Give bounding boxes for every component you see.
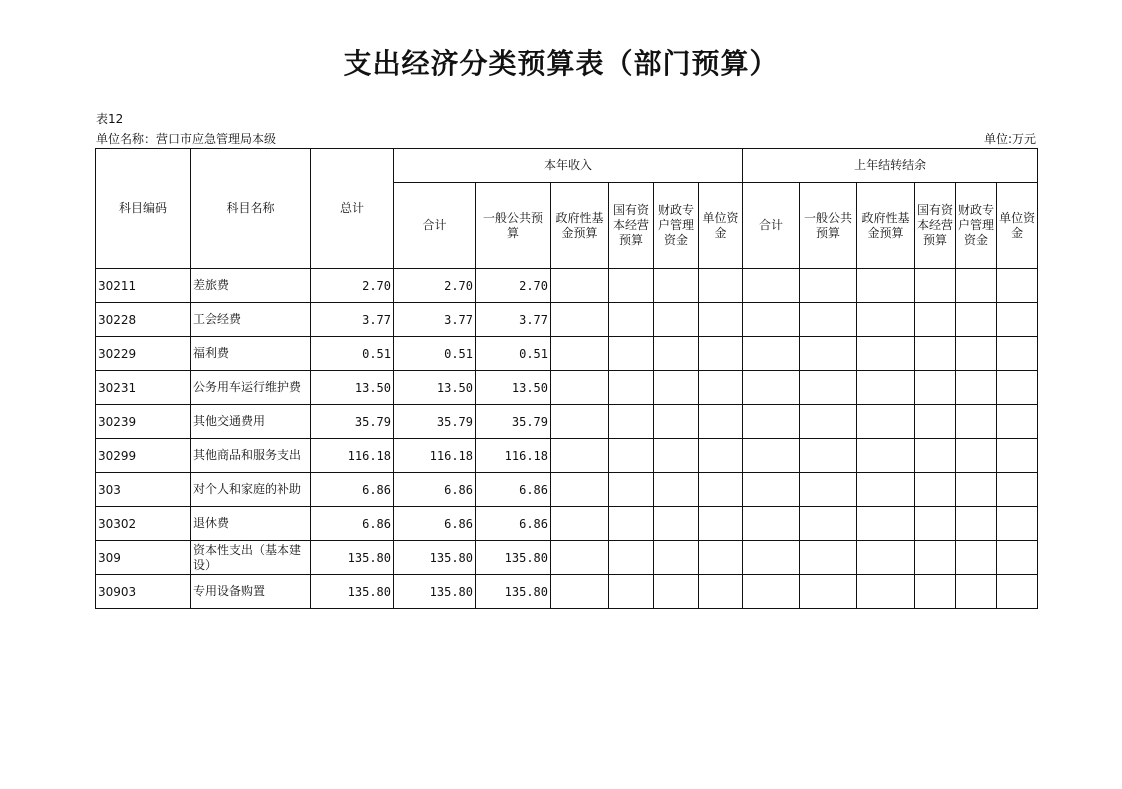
unit-name: 单位名称：营口市应急管理局本级	[96, 132, 277, 146]
cell-name: 专用设备购置	[191, 575, 311, 609]
cell-empty	[956, 507, 997, 541]
cell-empty	[956, 303, 997, 337]
header-current-col-4: 财政专户管理资金	[654, 183, 699, 269]
cell-total: 2.70	[311, 269, 394, 303]
cell-current-subtotal: 0.51	[394, 337, 476, 371]
cell-total: 135.80	[311, 541, 394, 575]
cell-current-general: 2.70	[476, 269, 551, 303]
cell-empty	[609, 507, 654, 541]
cell-code: 30211	[96, 269, 191, 303]
cell-current-general: 116.18	[476, 439, 551, 473]
cell-code: 309	[96, 541, 191, 575]
cell-empty	[699, 575, 743, 609]
cell-empty	[609, 473, 654, 507]
cell-empty	[743, 337, 800, 371]
cell-empty	[699, 269, 743, 303]
cell-empty	[800, 507, 857, 541]
header-carry-col-1: 一般公共预算	[800, 183, 857, 269]
cell-current-general: 6.86	[476, 473, 551, 507]
header-current-col-3: 国有资本经营预算	[609, 183, 654, 269]
budget-table	[95, 148, 1038, 609]
cell-total: 116.18	[311, 439, 394, 473]
table-row	[96, 541, 1038, 575]
cell-empty	[956, 269, 997, 303]
cell-empty	[699, 541, 743, 575]
cell-empty	[997, 371, 1038, 405]
cell-empty	[956, 575, 997, 609]
cell-empty	[857, 303, 915, 337]
cell-current-subtotal: 2.70	[394, 269, 476, 303]
cell-empty	[857, 507, 915, 541]
cell-empty	[997, 507, 1038, 541]
table-row	[96, 439, 1038, 473]
cell-current-subtotal: 116.18	[394, 439, 476, 473]
cell-empty	[699, 337, 743, 371]
cell-code: 30228	[96, 303, 191, 337]
cell-current-general: 135.80	[476, 575, 551, 609]
cell-empty	[800, 371, 857, 405]
cell-empty	[654, 405, 699, 439]
cell-empty	[915, 439, 956, 473]
cell-empty	[857, 575, 915, 609]
cell-empty	[997, 303, 1038, 337]
cell-name: 公务用车运行维护费	[191, 371, 311, 405]
cell-current-general: 135.80	[476, 541, 551, 575]
cell-empty	[743, 371, 800, 405]
cell-empty	[609, 303, 654, 337]
header-name: 科目名称	[191, 149, 311, 269]
cell-name: 对个人和家庭的补助	[191, 473, 311, 507]
cell-empty	[800, 405, 857, 439]
cell-code: 30239	[96, 405, 191, 439]
cell-code: 30302	[96, 507, 191, 541]
header-carry-col-2: 政府性基金预算	[857, 183, 915, 269]
cell-empty	[551, 507, 609, 541]
cell-empty	[609, 575, 654, 609]
cell-current-subtotal: 35.79	[394, 405, 476, 439]
table-row	[96, 337, 1038, 371]
table-row	[96, 473, 1038, 507]
header-total: 总计	[311, 149, 394, 269]
cell-empty	[551, 371, 609, 405]
cell-name: 差旅费	[191, 269, 311, 303]
cell-empty	[956, 405, 997, 439]
cell-empty	[743, 507, 800, 541]
cell-empty	[857, 541, 915, 575]
cell-empty	[609, 439, 654, 473]
cell-empty	[743, 575, 800, 609]
cell-total: 13.50	[311, 371, 394, 405]
cell-name: 其他商品和服务支出	[191, 439, 311, 473]
cell-current-subtotal: 13.50	[394, 371, 476, 405]
cell-code: 30231	[96, 371, 191, 405]
cell-empty	[699, 439, 743, 473]
cell-empty	[915, 405, 956, 439]
cell-empty	[551, 439, 609, 473]
cell-empty	[551, 405, 609, 439]
cell-empty	[857, 269, 915, 303]
cell-current-subtotal: 3.77	[394, 303, 476, 337]
cell-empty	[654, 439, 699, 473]
cell-empty	[609, 371, 654, 405]
cell-empty	[997, 439, 1038, 473]
cell-empty	[800, 269, 857, 303]
header-current-col-1: 一般公共预算	[476, 183, 551, 269]
cell-empty	[997, 473, 1038, 507]
cell-empty	[857, 337, 915, 371]
cell-code: 30903	[96, 575, 191, 609]
cell-total: 35.79	[311, 405, 394, 439]
table-row	[96, 575, 1038, 609]
cell-empty	[956, 473, 997, 507]
cell-empty	[609, 269, 654, 303]
cell-empty	[551, 575, 609, 609]
cell-empty	[857, 439, 915, 473]
table-number: 表12	[96, 112, 124, 126]
cell-current-subtotal: 135.80	[394, 541, 476, 575]
header-carry-col-3: 国有资本经营预算	[915, 183, 956, 269]
header-carry-col-0: 合计	[743, 183, 800, 269]
cell-empty	[743, 439, 800, 473]
cell-empty	[915, 507, 956, 541]
cell-empty	[915, 541, 956, 575]
cell-empty	[915, 303, 956, 337]
cell-empty	[915, 269, 956, 303]
cell-empty	[915, 575, 956, 609]
cell-empty	[654, 269, 699, 303]
money-unit: 单位:万元	[983, 132, 1036, 146]
cell-empty	[857, 405, 915, 439]
cell-empty	[551, 541, 609, 575]
header-current-col-5: 单位资金	[699, 183, 743, 269]
cell-empty	[551, 473, 609, 507]
cell-current-subtotal: 6.86	[394, 507, 476, 541]
cell-empty	[997, 575, 1038, 609]
cell-empty	[800, 541, 857, 575]
cell-name: 福利费	[191, 337, 311, 371]
cell-empty	[915, 473, 956, 507]
cell-current-general: 13.50	[476, 371, 551, 405]
table-row	[96, 507, 1038, 541]
cell-empty	[956, 337, 997, 371]
cell-empty	[654, 473, 699, 507]
cell-empty	[857, 473, 915, 507]
cell-empty	[997, 541, 1038, 575]
cell-empty	[654, 337, 699, 371]
cell-current-general: 3.77	[476, 303, 551, 337]
cell-current-general: 0.51	[476, 337, 551, 371]
cell-empty	[997, 405, 1038, 439]
cell-total: 3.77	[311, 303, 394, 337]
cell-empty	[997, 269, 1038, 303]
cell-empty	[699, 371, 743, 405]
cell-empty	[551, 337, 609, 371]
cell-empty	[551, 303, 609, 337]
cell-total: 6.86	[311, 507, 394, 541]
cell-name: 工会经费	[191, 303, 311, 337]
table-row	[96, 405, 1038, 439]
cell-name: 退休费	[191, 507, 311, 541]
cell-empty	[551, 269, 609, 303]
cell-empty	[699, 405, 743, 439]
header-carry-col-5: 单位资金	[997, 183, 1038, 269]
cell-code: 303	[96, 473, 191, 507]
cell-empty	[654, 507, 699, 541]
cell-name: 其他交通费用	[191, 405, 311, 439]
cell-empty	[609, 405, 654, 439]
cell-empty	[800, 337, 857, 371]
cell-empty	[743, 541, 800, 575]
cell-total: 0.51	[311, 337, 394, 371]
cell-empty	[915, 337, 956, 371]
cell-current-general: 6.86	[476, 507, 551, 541]
cell-empty	[997, 337, 1038, 371]
cell-empty	[743, 303, 800, 337]
table-row	[96, 269, 1038, 303]
table-row	[96, 303, 1038, 337]
cell-empty	[800, 473, 857, 507]
header-current-col-2: 政府性基金预算	[551, 183, 609, 269]
cell-empty	[857, 371, 915, 405]
page-title: 支出经济分类预算表（部门预算）	[343, 47, 779, 80]
cell-empty	[699, 507, 743, 541]
cell-empty	[743, 269, 800, 303]
cell-empty	[654, 371, 699, 405]
table-row	[96, 371, 1038, 405]
cell-empty	[743, 473, 800, 507]
cell-name: 资本性支出（基本建设）	[191, 541, 311, 575]
cell-empty	[956, 439, 997, 473]
cell-empty	[699, 303, 743, 337]
cell-empty	[609, 541, 654, 575]
cell-empty	[800, 575, 857, 609]
header-current-col-0: 合计	[394, 183, 476, 269]
cell-empty	[654, 541, 699, 575]
cell-current-subtotal: 6.86	[394, 473, 476, 507]
header-carryover: 上年结转结余	[743, 149, 1038, 183]
cell-code: 30229	[96, 337, 191, 371]
cell-empty	[956, 371, 997, 405]
header-code: 科目编码	[96, 149, 191, 269]
cell-empty	[743, 405, 800, 439]
cell-code: 30299	[96, 439, 191, 473]
cell-total: 135.80	[311, 575, 394, 609]
cell-empty	[800, 303, 857, 337]
cell-empty	[800, 439, 857, 473]
cell-total: 6.86	[311, 473, 394, 507]
header-current-year-income: 本年收入	[394, 149, 743, 183]
header-carry-col-4: 财政专户管理资金	[956, 183, 997, 269]
cell-empty	[915, 371, 956, 405]
cell-empty	[654, 575, 699, 609]
cell-empty	[654, 303, 699, 337]
cell-empty	[956, 541, 997, 575]
cell-current-subtotal: 135.80	[394, 575, 476, 609]
cell-empty	[699, 473, 743, 507]
cell-current-general: 35.79	[476, 405, 551, 439]
cell-empty	[609, 337, 654, 371]
